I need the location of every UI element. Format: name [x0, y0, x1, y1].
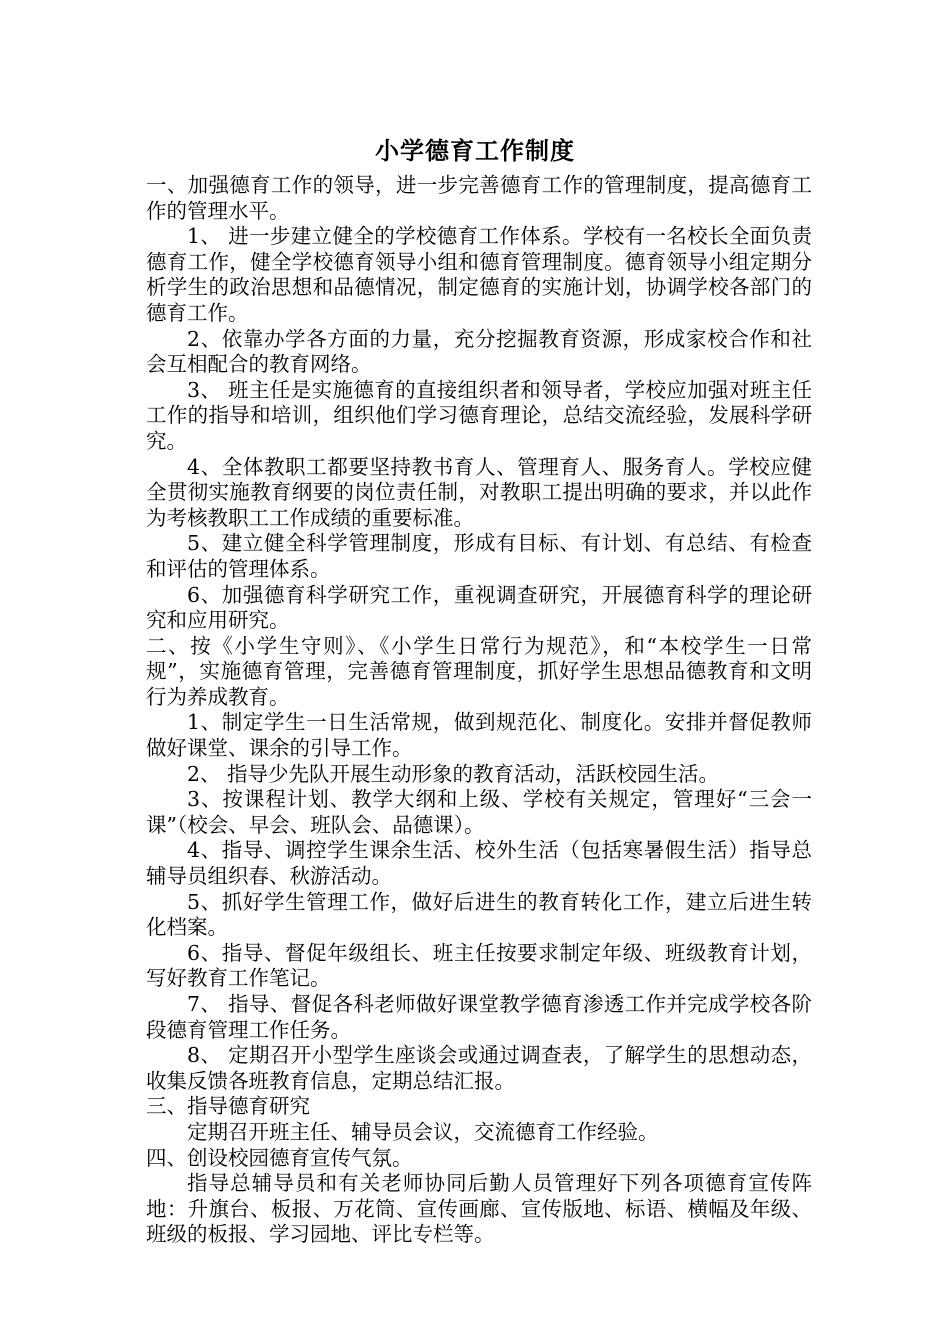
section-heading-paragraph: 一、加强德育工作的领导，进一步完善德育工作的管理制度，提高德育工作的管理水平。	[146, 173, 812, 223]
body-paragraph: 6、指导、督促年级组长、班主任按要求制定年级、班级教育计划，写好教育工作笔记。	[146, 940, 812, 991]
body-paragraph: 1、制定学生一日生活常规，做到规范化、制度化。安排并督促教师做好课堂、课余的引导工作。	[146, 710, 812, 761]
section-heading-paragraph: 四、创设校园德育宣传气氛。	[146, 1145, 413, 1170]
body-paragraph: 7、 指导、督促各科老师做好课堂教学德育渗透工作并完成学校各阶段德育管理工作任务。	[146, 992, 812, 1042]
body-paragraph: 4、全体教职工都要坚持教书育人、管理育人、服务育人。学校应健全贯彻实施教育纲要的岗位责任制，对教职工提出明确的要求，并以此作为考核教职工工作成绩的重要标准。	[146, 454, 812, 530]
body-paragraph: 3、 班主任是实施德育的直接组织者和领导者，学校应加强对班主任工作的指导和培训，组织他们学习德育理论，总结交流经验，发展科学研究。	[146, 377, 812, 453]
body-paragraph: 4、指导、调控学生课余生活、校外生活（包括寒暑假生活）指导总辅导员组织春、秋游活动。	[146, 838, 812, 889]
body-paragraph: 8、 定期召开小型学生座谈会或通过调查表，了解学生的思想动态，收集反馈各班教育信息，定期总结汇报。	[146, 1043, 812, 1093]
body-paragraph: 6、加强德育科学研究工作，重视调查研究，开展德育科学的理论研究和应用研究。	[146, 582, 812, 633]
document-body	[146, 173, 812, 1248]
body-paragraph: 3、按课程计划、教学大纲和上级、学校有关规定，管理好“三会一课”（校会、早会、班队会、品德课）。	[146, 787, 812, 837]
body-paragraph: 5、建立健全科学管理制度，形成有目标、有计划、有总结、有检查和评估的管理体系。	[146, 531, 812, 581]
section-heading-paragraph: 二、按《小学生守则》、《小学生日常行为规范》，和“本校学生一日常规”，实施德育管理，完善德育管理制度，抓好学生思想品德教育和文明行为养成教育。	[146, 633, 812, 709]
section-heading-paragraph: 三、指导德育研究	[146, 1094, 310, 1119]
body-paragraph: 2、 指导少先队开展生动形象的教育活动，活跃校园生活。	[187, 761, 720, 786]
body-paragraph: 2、依靠办学各方面的力量，充分挖掘教育资源，形成家校合作和社会互相配合的教育网络。	[146, 326, 812, 377]
body-paragraph: 5、抓好学生管理工作，做好后进生的教育转化工作，建立后进生转化档案。	[146, 889, 812, 940]
body-paragraph: 指导总辅导员和有关老师协同后勤人员管理好下列各项德育宣传阵地：升旗台、板报、万花筒、宣传画廊、宣传版地、标语、横幅及年级、班级的板报、学习园地、评比专栏等。	[146, 1171, 812, 1247]
body-paragraph: 1、 进一步建立健全的学校德育工作体系。学校有一名校长全面负责德育工作，健全学校德育领导小组和德育管理制度。德育领导小组定期分析学生的政治思想和品德情况，制定德育的实施计划，协调学校各部门的德育工作。	[146, 224, 812, 325]
body-paragraph: 定期召开班主任、辅导员会议，交流德育工作经验。	[187, 1119, 659, 1144]
document-title: 小学德育工作制度	[375, 136, 575, 165]
